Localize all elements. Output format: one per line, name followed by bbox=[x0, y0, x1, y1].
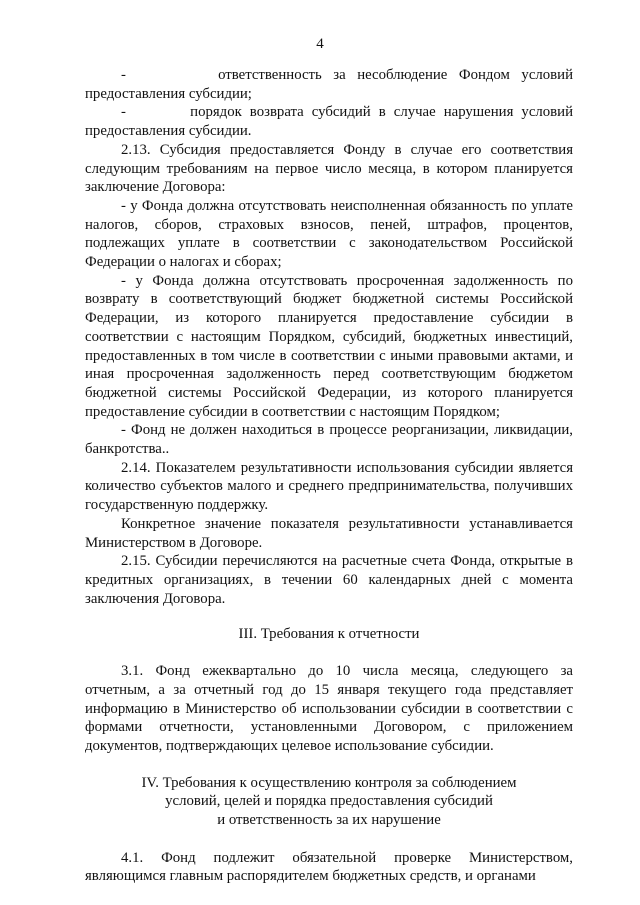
paragraph-2-14: 2.14. Показателем результативности использования субсидии является количество субъектов малого и среднего предпринимательства, получивших государственную поддержку. bbox=[85, 459, 573, 514]
paragraph-2-13: 2.13. Субсидия предоставляется Фонду в случае его соответствия следующим требованиям на первое число месяца, в котором планируется заключение Договора: bbox=[85, 141, 573, 196]
section-4-heading bbox=[85, 774, 573, 830]
paragraph-indicator-value: Конкретное значение показателя результативности устанавливается Министерством в Договоре. bbox=[85, 515, 573, 551]
paragraph-reorganization: - Фонд не должен находиться в процессе реорганизации, ликвидации, банкротства.. bbox=[85, 422, 573, 458]
paragraph-taxes: - у Фонда должна отсутствовать неисполненная обязанность по уплате налогов, сборов, страховых взносов, пеней, штрафов, процентов, подлежащих уплате в соответствии с законодательством Российской Федерации о налогах и сборах; bbox=[85, 197, 573, 271]
section-4-heading-line-1: IV. Требования к осуществлению контроля за соблюдением bbox=[141, 774, 517, 791]
paragraph-3-1: 3.1. Фонд ежеквартально до 10 числа месяца, следующего за отчетным, а за отчетный год до 15 января текущего года представляет информацию в Министерство об использовании субсидии в соответствии с формами отчетности, установленными Договором, с приложением документов, подтверждающих целевое использование субсидии. bbox=[85, 663, 573, 754]
paragraph-4-1: 4.1. Фонд подлежит обязательной проверке Министерством, являющимся главным распорядителем бюджетных средств, и органами bbox=[85, 849, 573, 885]
section-3-heading: III. Требования к отчетности bbox=[238, 626, 420, 643]
paragraph-refund-procedure: - порядок возврата субсидий в случае нарушения условий предоставления субсидии. bbox=[85, 104, 573, 140]
section-4-heading-line-3: и ответственность за их нарушение bbox=[217, 812, 441, 829]
paragraph-2-15: 2.15. Субсидии перечисляются на расчетные счета Фонда, открытые в кредитных организациях, в течении 60 календарных дней с момента заключения Договора. bbox=[85, 553, 573, 607]
paragraph-overdue-debt: - у Фонда должна отсутствовать просроченная задолженность по возврату в соответствующий бюджет бюджетной системы Российской Федерации, из которого планируется предоставление субсидии в соответствии с настоящим Порядком, субсидий, бюджетных инвестиций, предоставленных в том числе в соответствии с иными правовыми актами, и иная просроченная задолженность перед соответствующим бюджетом бюджетной системы Российской Федерации, из которого планируется предоставление субсидии в соответствии с настоящим Порядком; bbox=[85, 272, 573, 420]
document-body bbox=[85, 66, 573, 886]
page-number: 4 bbox=[316, 36, 324, 52]
section-4-heading-line-2: условий, целей и порядка предоставления субсидий bbox=[165, 793, 493, 810]
paragraph-responsibility: - ответственность за несоблюдение Фондом условий предоставления субсидии; bbox=[85, 67, 573, 102]
